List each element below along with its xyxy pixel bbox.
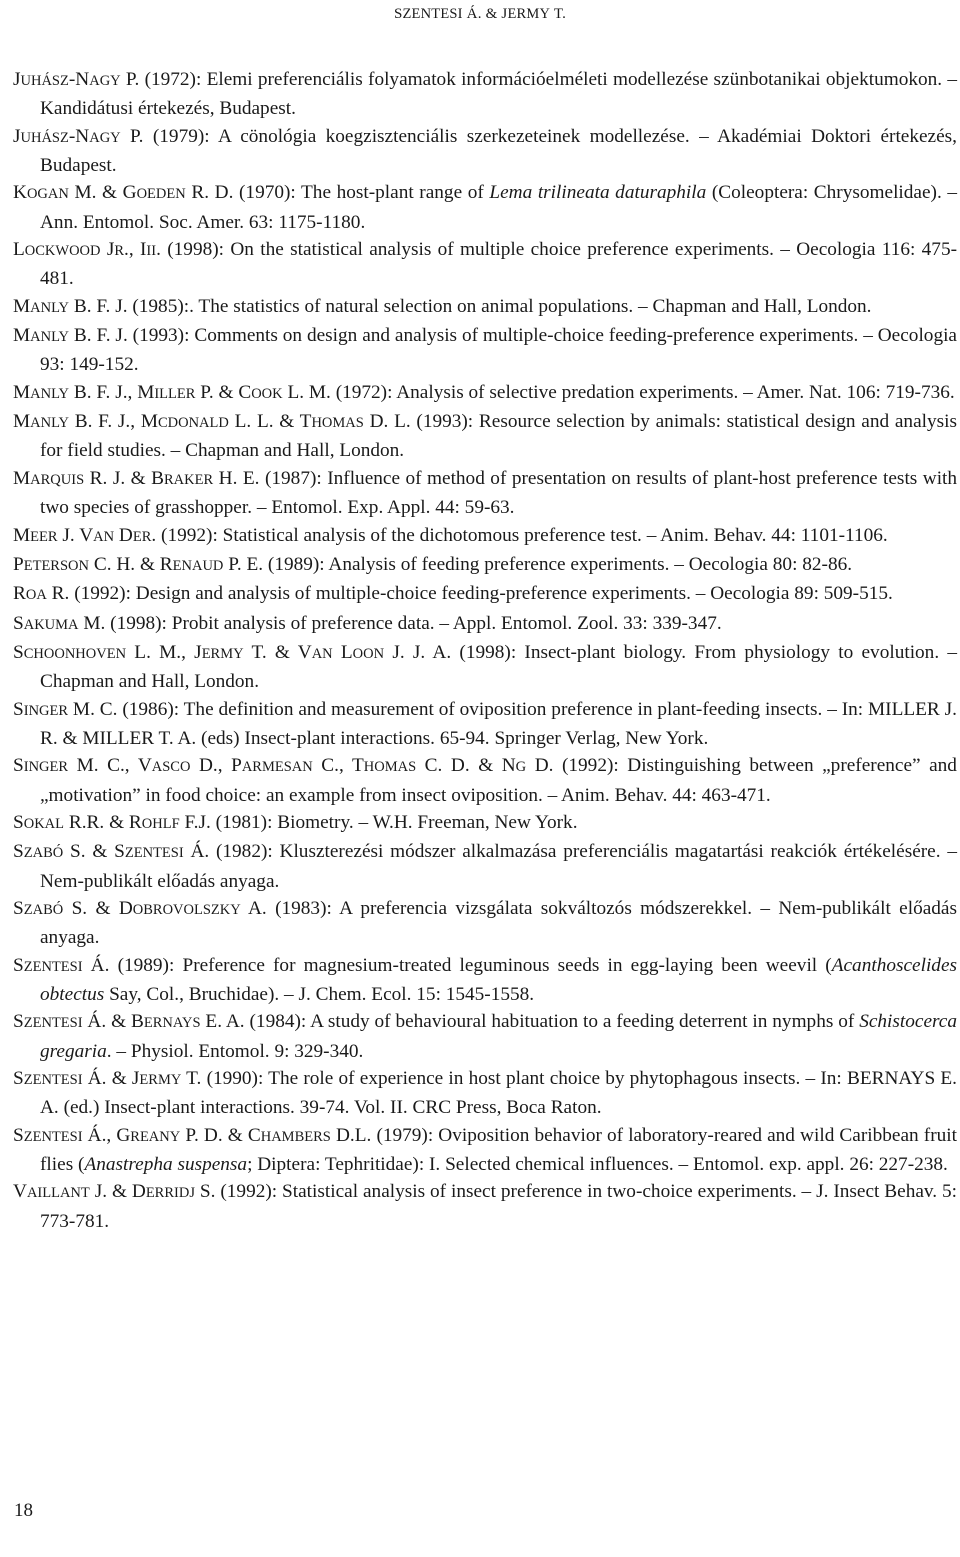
reference-text: (1993): Comments on design and analysis of multiple-choice feeding-preference experiments. – Oecologia 93: 149-152. — [40, 325, 957, 376]
reference-authors: SINGER M. C., VASCO D., PARMESAN C., THOMAS C. D. & NG D. — [13, 755, 554, 777]
reference-entry — [13, 408, 957, 465]
reference-entry — [13, 1178, 957, 1235]
reference-entry — [13, 580, 957, 609]
page-number: 18 — [14, 1500, 33, 1521]
reference-text: (1982): Kluszterezési módszer alkalmazása preferenciális magatartási reakciók értékelésére. – Nem-publikált előadás anyaga. — [40, 841, 957, 892]
running-head: SZENTESI Á. & JERMY T. — [393, 6, 567, 22]
reference-entry — [13, 1008, 957, 1065]
reference-authors: MARQUIS R. J. & BRAKER H. E. — [13, 467, 260, 489]
reference-text: (1993): Resource selection by animals: statistical design and analysis for field studies. – Chapman and Hall, London. — [40, 411, 957, 462]
reference-text: (1979): A cönológia koegzisztenciális szerkezeteinek modellezése. – Akadémiai Doktori értekezés, Budapest. — [40, 125, 957, 177]
reference-authors: SINGER M. C. — [13, 698, 118, 720]
reference-entry — [13, 639, 957, 696]
reference-authors: SCHOONHOVEN L. M., JERMY T. & VAN LOON J. J. A. — [13, 641, 452, 663]
reference-entry — [13, 293, 957, 322]
reference-text: (1970): The host-plant range of Lema trilineata daturaphila (Coleoptera: Chrysomelidae). – Ann. Entomol. Soc. Amer. 63: 1175-1180. — [40, 182, 958, 233]
reference-text: (1998): Probit analysis of preference data. – Appl. Entomol. Zool. 33: 339-347. — [110, 612, 722, 634]
reference-text: (1987): Influence of method of presentation on results of plant-host preference tests with two species of grasshopper. – Entomol. Exp. Appl. 44: 59-63. — [40, 467, 958, 519]
reference-text: (1979): Oviposition behavior of laboratory-reared and wild Caribbean fruit flies (Anastrepha suspensa; Diptera: Tephritidae): I. Selected chemical influences. – Entomol. exp. appl. 26: 227-238. — [40, 1124, 957, 1176]
reference-text: (1989): Analysis of feeding preference experiments. – Oecologia 80: 82-86. — [267, 553, 853, 575]
reference-authors: JUHÁSZ-NAGY P. — [13, 125, 144, 147]
reference-text: (1998): On the statistical analysis of multiple choice preference experiments. – Oecologia 116: 475-481. — [40, 239, 958, 290]
reference-authors: SZENTESI Á. — [13, 954, 110, 976]
reference-list — [13, 66, 957, 1235]
reference-authors: SZABÓ S. & SZENTESI Á. — [13, 841, 210, 863]
reference-entry — [13, 696, 957, 753]
reference-entry — [13, 236, 957, 293]
reference-entry — [13, 838, 957, 895]
reference-entry — [13, 809, 957, 838]
reference-text: (1985):. The statistics of natural selection on animal populations. – Chapman and Hall, London. — [132, 295, 872, 317]
reference-authors: SZENTESI Á., GREANY P. D. & CHAMBERS D.L. — [13, 1124, 372, 1146]
reference-entry — [13, 123, 957, 180]
reference-entry — [13, 522, 957, 551]
reference-text: (1992): Statistical analysis of insect preference in two-choice experiments. – J. Insect Behav. 5: 773-781. — [40, 1181, 958, 1232]
reference-entry — [13, 465, 957, 522]
reference-authors: SZENTESI Á. & JERMY T. — [13, 1068, 202, 1090]
reference-text: (1992): Statistical analysis of the dichotomous preference test. – Anim. Behav. 44: 1101-1106. — [161, 524, 888, 546]
reference-entry — [13, 1122, 957, 1179]
reference-entry — [13, 322, 957, 379]
reference-entry — [13, 179, 957, 236]
reference-authors: VAILLANT J. & DERRIDJ S. — [13, 1181, 216, 1203]
reference-authors: SZABÓ S. & DOBROVOLSZKY A. — [13, 897, 267, 919]
reference-text: (1992): Design and analysis of multiple-choice feeding-preference experiments. – Oecologia 89: 509-515. — [74, 583, 893, 605]
reference-entry — [13, 379, 957, 408]
reference-authors: MANLY B. F. J., MCDONALD L. L. & THOMAS D. L. — [13, 411, 411, 433]
reference-text: (1972): Elemi preferenciális folyamatok információelméleti modellezése szünbotanikai objektumokon. – Kandidátusi értekezés, Budapest. — [40, 69, 957, 120]
reference-authors: KOGAN M. & GOEDEN R. D. — [13, 182, 234, 204]
reference-authors: LOCKWOOD JR., III. — [13, 239, 161, 261]
reference-authors: SAKUMA M. — [13, 612, 106, 634]
reference-entry — [13, 66, 957, 123]
reference-entry — [13, 610, 957, 639]
reference-authors: SOKAL R.R. & ROHLF F.J. — [13, 811, 211, 833]
reference-authors: JUHÁSZ-NAGY P. — [13, 69, 140, 90]
reference-authors: MEER J. VAN DER. — [13, 524, 157, 546]
reference-text: (1998): Insect-plant biology. From physiology to evolution. – Chapman and Hall, London. — [40, 641, 958, 693]
reference-entry — [13, 1065, 957, 1122]
reference-authors: MANLY B. F. J. — [13, 295, 128, 317]
reference-authors: PETERSON C. H. & RENAUD P. E. — [13, 553, 264, 575]
reference-text: (1989): Preference for magnesium-treated leguminous seeds in egg-laying been weevil (Acanthoscelides obtectus Say, Col., Bruchidae). – J. Chem. Ecol. 15: 1545-1558. — [40, 954, 958, 1005]
reference-text: (1992): Distinguishing between „preference” and „motivation” in food choice: an example from insect oviposition. – Anim. Behav. 44: 463-471. — [40, 755, 957, 806]
reference-authors: MANLY B. F. J., MILLER P. & COOK L. M. — [13, 381, 331, 403]
reference-text: (1972): Analysis of selective predation experiments. – Amer. Nat. 106: 719-736. — [335, 381, 955, 403]
reference-text: (1984): A study of behavioural habituation to a feeding deterrent in nymphs of Schistocerca gregaria. – Physiol. Entomol. 9: 329-340. — [40, 1011, 957, 1062]
reference-entry — [13, 895, 957, 952]
reference-text: (1986): The definition and measurement of oviposition preference in plant-feeding insects. – In: MILLER J. R. & MILLER T. A. (eds) Insect-plant interactions. 65-94. Springer Verlag, New York. — [40, 698, 957, 749]
reference-entry — [13, 551, 957, 580]
reference-text: (1990): The role of experience in host plant choice by phytophagous insects. – In: BERNAYS E. A. (ed.) Insect-plant interactions. 39-74. Vol. II. CRC Press, Boca Raton. — [40, 1068, 957, 1119]
reference-entry — [13, 752, 957, 809]
reference-authors: MANLY B. F. J. — [13, 325, 128, 347]
reference-entry — [13, 952, 957, 1009]
reference-authors: ROA R. — [13, 583, 70, 605]
reference-authors: SZENTESI Á. & BERNAYS E. A. — [13, 1011, 245, 1033]
reference-text: (1983): A preferencia vizsgálata sokváltozós módszerekkel. – Nem-publikált előadás anyaga. — [40, 897, 957, 949]
reference-text: (1981): Biometry. – W.H. Freeman, New York. — [215, 811, 578, 833]
